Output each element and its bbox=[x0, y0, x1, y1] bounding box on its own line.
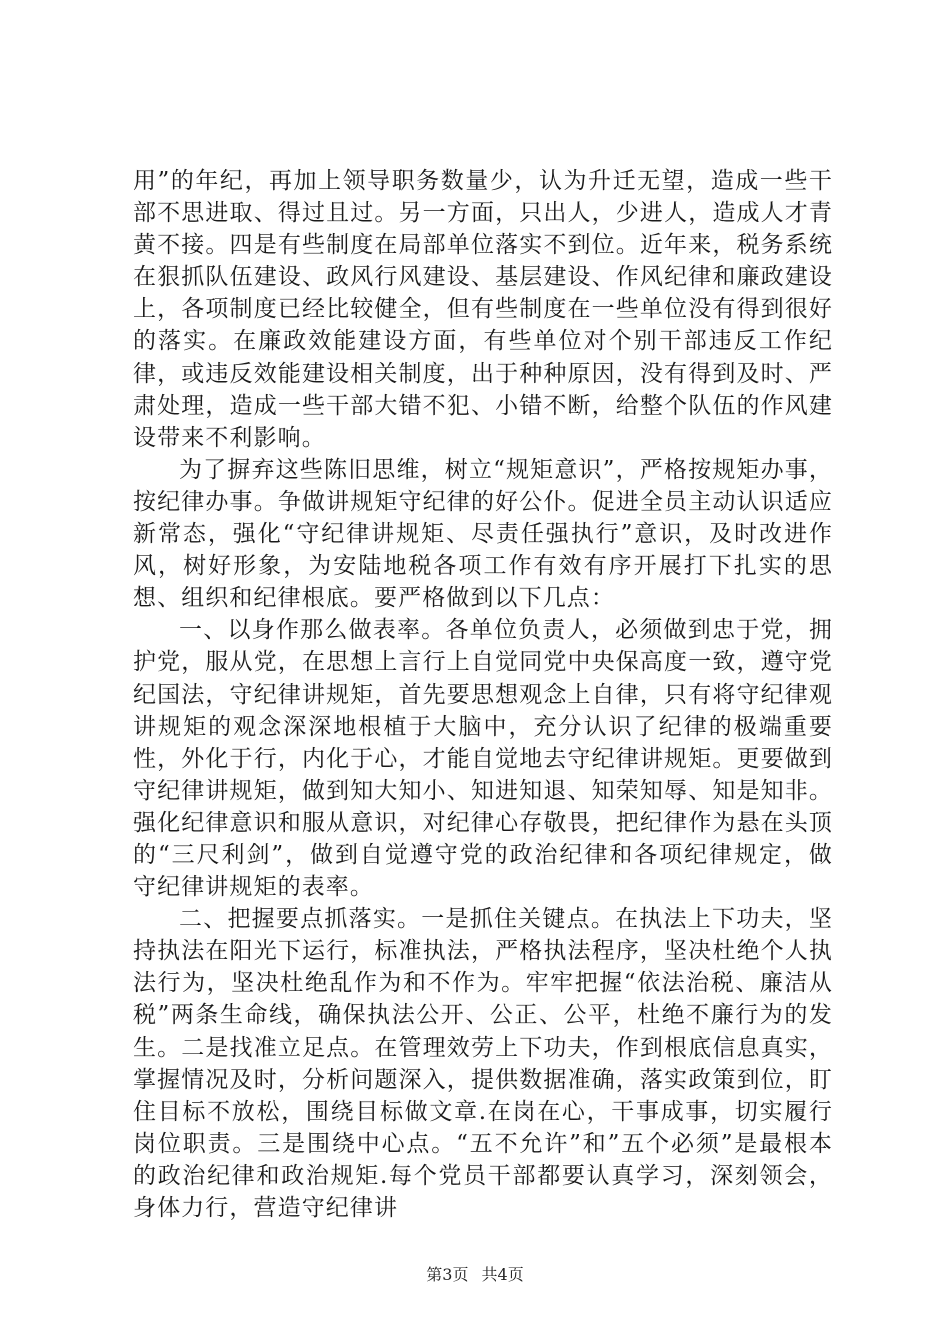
paragraph-2: 为了摒弃这些陈旧思维，树立“规矩意识”，严格按规矩办事，按纪律办事。争做讲规矩守纪律的好公仆。促进全员主动认识适应新常态，强化“守纪律讲规矩、尽责任强执行”意识，及时改进作风，树好形象，为安陆地税各项工作有效有序开展打下扎实的思想、组织和纪律根底。要严格做到以下几点： bbox=[133, 456, 833, 612]
page-footer bbox=[0, 1262, 950, 1285]
page-total: 共4页 bbox=[481, 1265, 524, 1284]
paragraph-1: 用”的年纪，再加上领导职务数量少，认为升迁无望，造成一些干部不思进取、得过且过。另一方面，只出人，少进人，造成人才青黄不接。四是有些制度在局部单位落实不到位。近年来，税务系统在狠抓队伍建设、政风行风建设、基层建设、作风纪律和廉政建设上，各项制度已经比较健全，但有些制度在一些单位没有得到很好的落实。在廉政效能建设方面，有些单位对个别干部违反工作纪律，或违反效能建设相关制度，出于种种原因，没有得到及时、严肃处理，造成一些干部大错不犯、小错不断，给整个队伍的作风建设带来不利影响。 bbox=[133, 168, 833, 451]
page-number: 第3页 bbox=[426, 1265, 469, 1284]
paragraph-4: 二、把握要点抓落实。一是抓住关键点。在执法上下功夫，坚持执法在阳光下运行，标准执法，严格执法程序，坚决杜绝个人执法行为，坚决杜绝乱作为和不作为。牢牢把握“依法治税、廉洁从税”两条生命线，确保执法公开、公正、公平，杜绝不廉行为的发生。二是找准立足点。在管理效劳上下功夫，作到根底信息真实，掌握情况及时，分析问题深入，提供数据准确，落实政策到位，盯住目标不放松，围绕目标做文章.在岗在心，干事成事，切实履行岗位职责。三是围绕中心点。“五不允许”和”五个必须”是最根本的政治纪律和政治规矩.每个党员干部都要认真学习，深刻领会，身体力行，营造守纪律讲 bbox=[133, 906, 833, 1221]
paragraph-3: 一、以身作那么做表率。各单位负责人，必须做到忠于党，拥护党，服从党，在思想上言行上自觉同党中央保高度一致，遵守党纪国法，守纪律讲规矩，首先要思想观念上自律，只有将守纪律观讲规矩的观念深深地根植于大脑中，充分认识了纪律的极端重要性，外化于行，内化于心，才能自觉地去守纪律讲规矩。更要做到守纪律讲规矩，做到知大知小、知进知退、知荣知辱、知是知非。强化纪律意识和服从意识，对纪律心存敬畏，把纪律作为悬在头顶的“三尺利剑”，做到自觉遵守党的政治纪律和各项纪律规定，做守纪律讲规矩的表率。 bbox=[133, 617, 833, 901]
document-body bbox=[133, 165, 833, 1224]
